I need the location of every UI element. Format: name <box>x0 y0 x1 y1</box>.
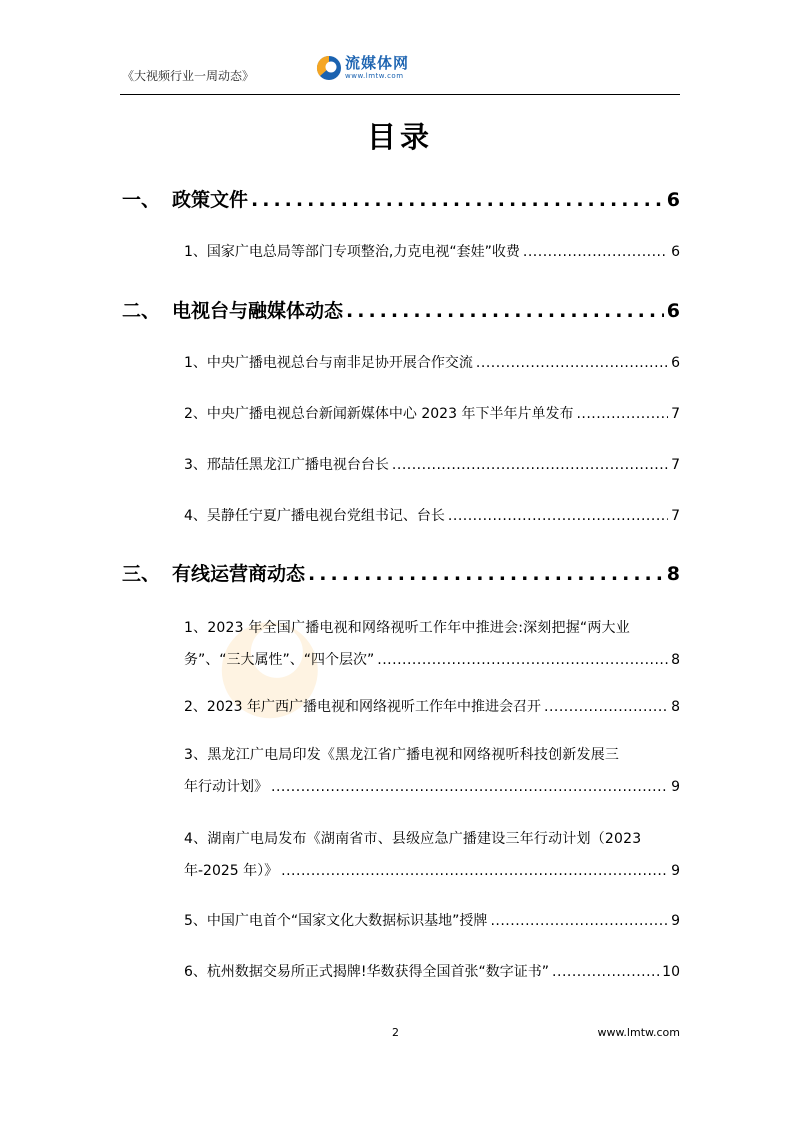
section-label: 电视台与融媒体动态 <box>172 300 344 322</box>
dot-leader <box>271 779 668 795</box>
dot-leader <box>281 863 668 879</box>
header-divider <box>120 94 680 95</box>
toc-section-1[interactable] <box>122 185 680 212</box>
entry-page: 9 <box>671 863 680 879</box>
toc-entry[interactable] <box>122 910 680 930</box>
dot-leader <box>576 406 668 422</box>
entry-page: 7 <box>671 406 680 422</box>
entry-label: 中央广播电视总台与南非足协开展合作交流 <box>206 355 473 371</box>
entry-number: 5、 <box>184 913 207 929</box>
entry-label: 邢喆任黑龙江广播电视台台长 <box>206 457 389 473</box>
dot-leader <box>251 189 664 211</box>
toc-entry[interactable] <box>122 352 680 372</box>
entry-number: 2、 <box>184 699 207 715</box>
toc-entry[interactable] <box>184 744 680 796</box>
entry-page: 7 <box>671 508 680 524</box>
entry-label: 中国广电首个“国家文化大数据标识基地”授牌 <box>206 913 488 929</box>
dot-leader <box>346 300 664 322</box>
entry-label-line2: 年行动计划》 <box>184 779 268 795</box>
entry-label-line2: 年-2025 年）》 <box>184 863 279 879</box>
toc-entry[interactable] <box>122 454 680 474</box>
section-label: 有线运营商动态 <box>172 563 306 585</box>
section-page: 6 <box>666 300 680 322</box>
entry-number: 3、 <box>184 747 208 763</box>
entry-label: 杭州数据交易所正式揭牌!华数获得全国首张“数字证书” <box>206 964 550 980</box>
entry-label: 吴静任宁夏广播电视台党组书记、台长 <box>206 508 445 524</box>
dot-leader <box>308 563 664 585</box>
toc-title: 目录 <box>366 120 433 154</box>
toc-entry[interactable] <box>122 696 680 716</box>
section-number: 一、 <box>122 189 161 211</box>
entry-label: 中央广播电视总台新闻新媒体中心 2023 年下半年片单发布 <box>206 406 574 422</box>
entry-number: 6、 <box>184 964 207 980</box>
dot-leader <box>448 508 668 524</box>
lmtw-logo-icon <box>316 55 342 81</box>
entry-number: 4、 <box>184 831 208 847</box>
entry-number: 4、 <box>184 508 207 524</box>
toc-entry[interactable] <box>184 828 680 880</box>
entry-page: 8 <box>671 652 680 668</box>
dot-leader <box>377 652 668 668</box>
toc-section-3[interactable] <box>122 559 680 586</box>
dot-leader <box>490 913 668 929</box>
dot-leader <box>392 457 668 473</box>
entry-page: 10 <box>662 964 680 980</box>
dot-leader <box>476 355 668 371</box>
section-page: 8 <box>666 563 680 585</box>
entry-number: 1、 <box>184 355 207 371</box>
entry-label-line1: 2023 年全国广播电视和网络视听工作年中推进会:深刻把握“两大业 <box>207 620 630 636</box>
entry-label: 国家广电总局等部门专项整治,力克电视“套娃”收费 <box>206 244 520 260</box>
entry-number: 1、 <box>184 244 207 260</box>
section-label: 政策文件 <box>172 189 249 211</box>
entry-label-line1: 湖南广电局发布《湖南省市、县级应急广播建设三年行动计划（2023 <box>207 831 642 847</box>
entry-page: 8 <box>671 699 680 715</box>
toc-entry[interactable] <box>122 403 680 423</box>
section-number: 二、 <box>122 300 161 322</box>
toc-section-2[interactable] <box>122 296 680 323</box>
dot-leader <box>552 964 659 980</box>
entry-number: 3、 <box>184 457 207 473</box>
entry-number: 1、 <box>184 620 208 636</box>
entry-page: 6 <box>671 244 680 260</box>
header-publication-title: 《大视频行业一周动态》 <box>122 69 255 83</box>
entry-label: 2023 年广西广播电视和网络视听工作年中推进会召开 <box>206 699 541 715</box>
dot-leader <box>523 244 668 260</box>
entry-page: 7 <box>671 457 680 473</box>
toc-entry[interactable] <box>184 617 680 669</box>
entry-page: 9 <box>671 913 680 929</box>
footer-page-number: 2 <box>392 1026 399 1039</box>
entry-page: 6 <box>671 355 680 371</box>
entry-label-line2: 务”、“三大属性”、“四个层次” <box>184 652 375 668</box>
toc-entry[interactable] <box>122 241 680 261</box>
entry-number: 2、 <box>184 406 207 422</box>
section-page: 6 <box>666 189 680 211</box>
lmtw-logo <box>316 55 409 81</box>
dot-leader <box>544 699 668 715</box>
entry-label-line1: 黑龙江广电局印发《黑龙江省广播电视和网络视听科技创新发展三 <box>207 747 620 763</box>
section-number: 三、 <box>122 563 161 585</box>
toc-entry[interactable] <box>122 505 680 525</box>
logo-name: 流媒体网 <box>345 54 410 72</box>
entry-page: 9 <box>671 779 680 795</box>
logo-url: www.lmtw.com <box>345 72 404 80</box>
footer-url: www.lmtw.com <box>597 1026 680 1039</box>
toc-entry[interactable] <box>122 961 680 981</box>
